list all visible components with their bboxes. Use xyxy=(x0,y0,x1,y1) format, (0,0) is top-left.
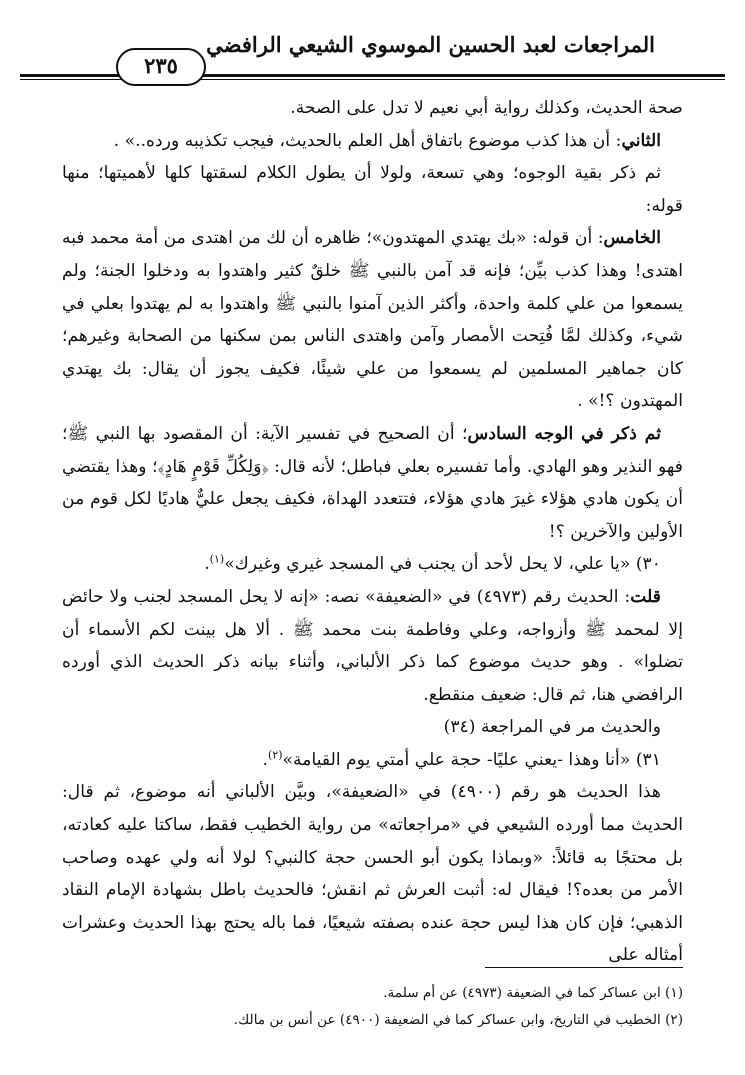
footnote-reference: (١) xyxy=(209,552,225,566)
paragraph: صحة الحديث، وكذلك رواية أبي نعيم لا تدل على الصحة. xyxy=(290,98,683,118)
paragraph-text: ؛ أن الصحيح في تفسير الآية: أن المقصود بها النبي ﷺ؛ فهو النذير وهو الهادي. وأما تفسيره بعلي فباطل؛ لأنه قال: ﴿وَلِكُلِّ قَوْمٍ هَادٍ﴾؛ وهذا يقتضي أن يكون هادي هؤلاء غيرَ هادي هؤلاء، فتتعدد الهداة، فكيف يجعل عليٌّ هاديًا لكل قوم من الأولين والآخرين ؟! xyxy=(62,423,683,542)
paragraph-text: : أن قوله: «بك يهتدي المهتدون»؛ ظاهره أن لك من اهتدى من أمة محمد فبه اهتدى! وهذا كذب بيِّن؛ فإنه قد آمن بالنبي ﷺ خلقٌ كثير واهتدوا به ودخلوا الجنة؛ ولم يسمعوا من علي كلمة واحدة، وأكثر الذين آمنوا بالنبي ﷺ واهتدوا به لم يهتدوا بعلي في شيء، وكذلك لمَّا فُتِحت الأمصار وآمن واهتدى الناس بمن سكنها من الصحابة وغيرهم؛ كان جماهير المسلمين لم يسمعوا من علي شيئًا، فكيف يجوز أن يقال: بك يهتدي المهتدون ؟!» . xyxy=(62,228,683,412)
paragraph xyxy=(62,581,683,711)
paragraph: ثم ذكر بقية الوجوه؛ وهي تسعة، ولولا أن يطول الكلام لسقتها كلها لأهميتها؛ منها قوله: xyxy=(62,163,683,216)
footnote-separator xyxy=(485,967,683,968)
paragraph-text: : الحديث رقم (٤٩٧٣) في «الضعيفة» نصه: «إنه لا يحل المسجد لجنب ولا حائض إلا لمحمد ﷺ وأزواجه، وعلي وفاطمة بنت محمد ﷺ . ألا هل بينت لكم الأسماء أن تضلوا» . وهو حديث موضوع كما ذكر الألباني، وأثناء بيانه ذكر الحديث الذي أورده الرافضي هنا، ثم قال: ضعيف منقطع. xyxy=(62,586,683,705)
main-text xyxy=(62,92,683,972)
point-label: الثاني xyxy=(621,130,661,151)
page-header xyxy=(20,30,725,78)
hadith-entry xyxy=(62,548,683,581)
footnote-reference: (٢) xyxy=(268,748,283,762)
running-title: المراجعات لعبد الحسين الموسوي الشيعي الرافضي xyxy=(206,32,655,57)
paragraph xyxy=(62,418,683,548)
punctuation: . xyxy=(262,749,269,770)
page-number: ٢٣٥ xyxy=(116,48,206,86)
hadith-text: ٣١) «أنا وهذا -يعني عليًا- حجة علي أمتي يوم القيامة» xyxy=(282,749,661,770)
footnotes xyxy=(62,980,683,1034)
footnote: (١) ابن عساكر كما في الضعيفة (٤٩٧٣) عن أم سلمة. xyxy=(383,985,683,1001)
paragraph: والحديث مر في المراجعة (٣٤) xyxy=(443,717,661,738)
paragraph-text: : أن هذا كذب موضوع باتفاق أهل العلم بالحديث، فيجب تكذيبه ورده..» . xyxy=(113,130,622,151)
point-label: ثم ذكر في الوجه السادس xyxy=(467,423,661,444)
paragraph xyxy=(62,125,683,158)
hadith-entry xyxy=(62,744,683,777)
paragraph: هذا الحديث هو رقم (٤٩٠٠) في «الضعيفة»، وبيَّن الألباني أنه موضوع، ثم قال: الحديث مما أورده الشيعي في «مراجعاته» من رواية الخطيب فقط، ساكتا عليه كعادته، بل محتجًا به قائلاً: «وبماذا يكون أبو الحسن حجة كالنبي؟ لولا أنه ولي عهده وصاحب الأمر من بعده؟! فيقال له: أثبت العرش ثم انقش؛ فالحديث باطل بشهادة الإمام النقاد الذهبي؛ فإن كان هذا ليس حجة عنده بصفته شيعيًا، فما باله يحتج بهذا الحديث وعشرات أمثاله على xyxy=(62,782,683,966)
point-label: قلت xyxy=(630,586,661,607)
point-label: الخامس xyxy=(603,228,661,249)
hadith-text: ٣٠) «يا علي، لا يحل لأحد أن يجنب في المسجد غيري وغيرك» xyxy=(224,554,661,575)
footnote: (٢) الخطيب في التاريخ، وابن عساكر كما في الضعيفة (٤٩٠٠) عن أنس بن مالك. xyxy=(233,1012,683,1028)
paragraph xyxy=(62,222,683,418)
punctuation: . xyxy=(204,554,210,575)
